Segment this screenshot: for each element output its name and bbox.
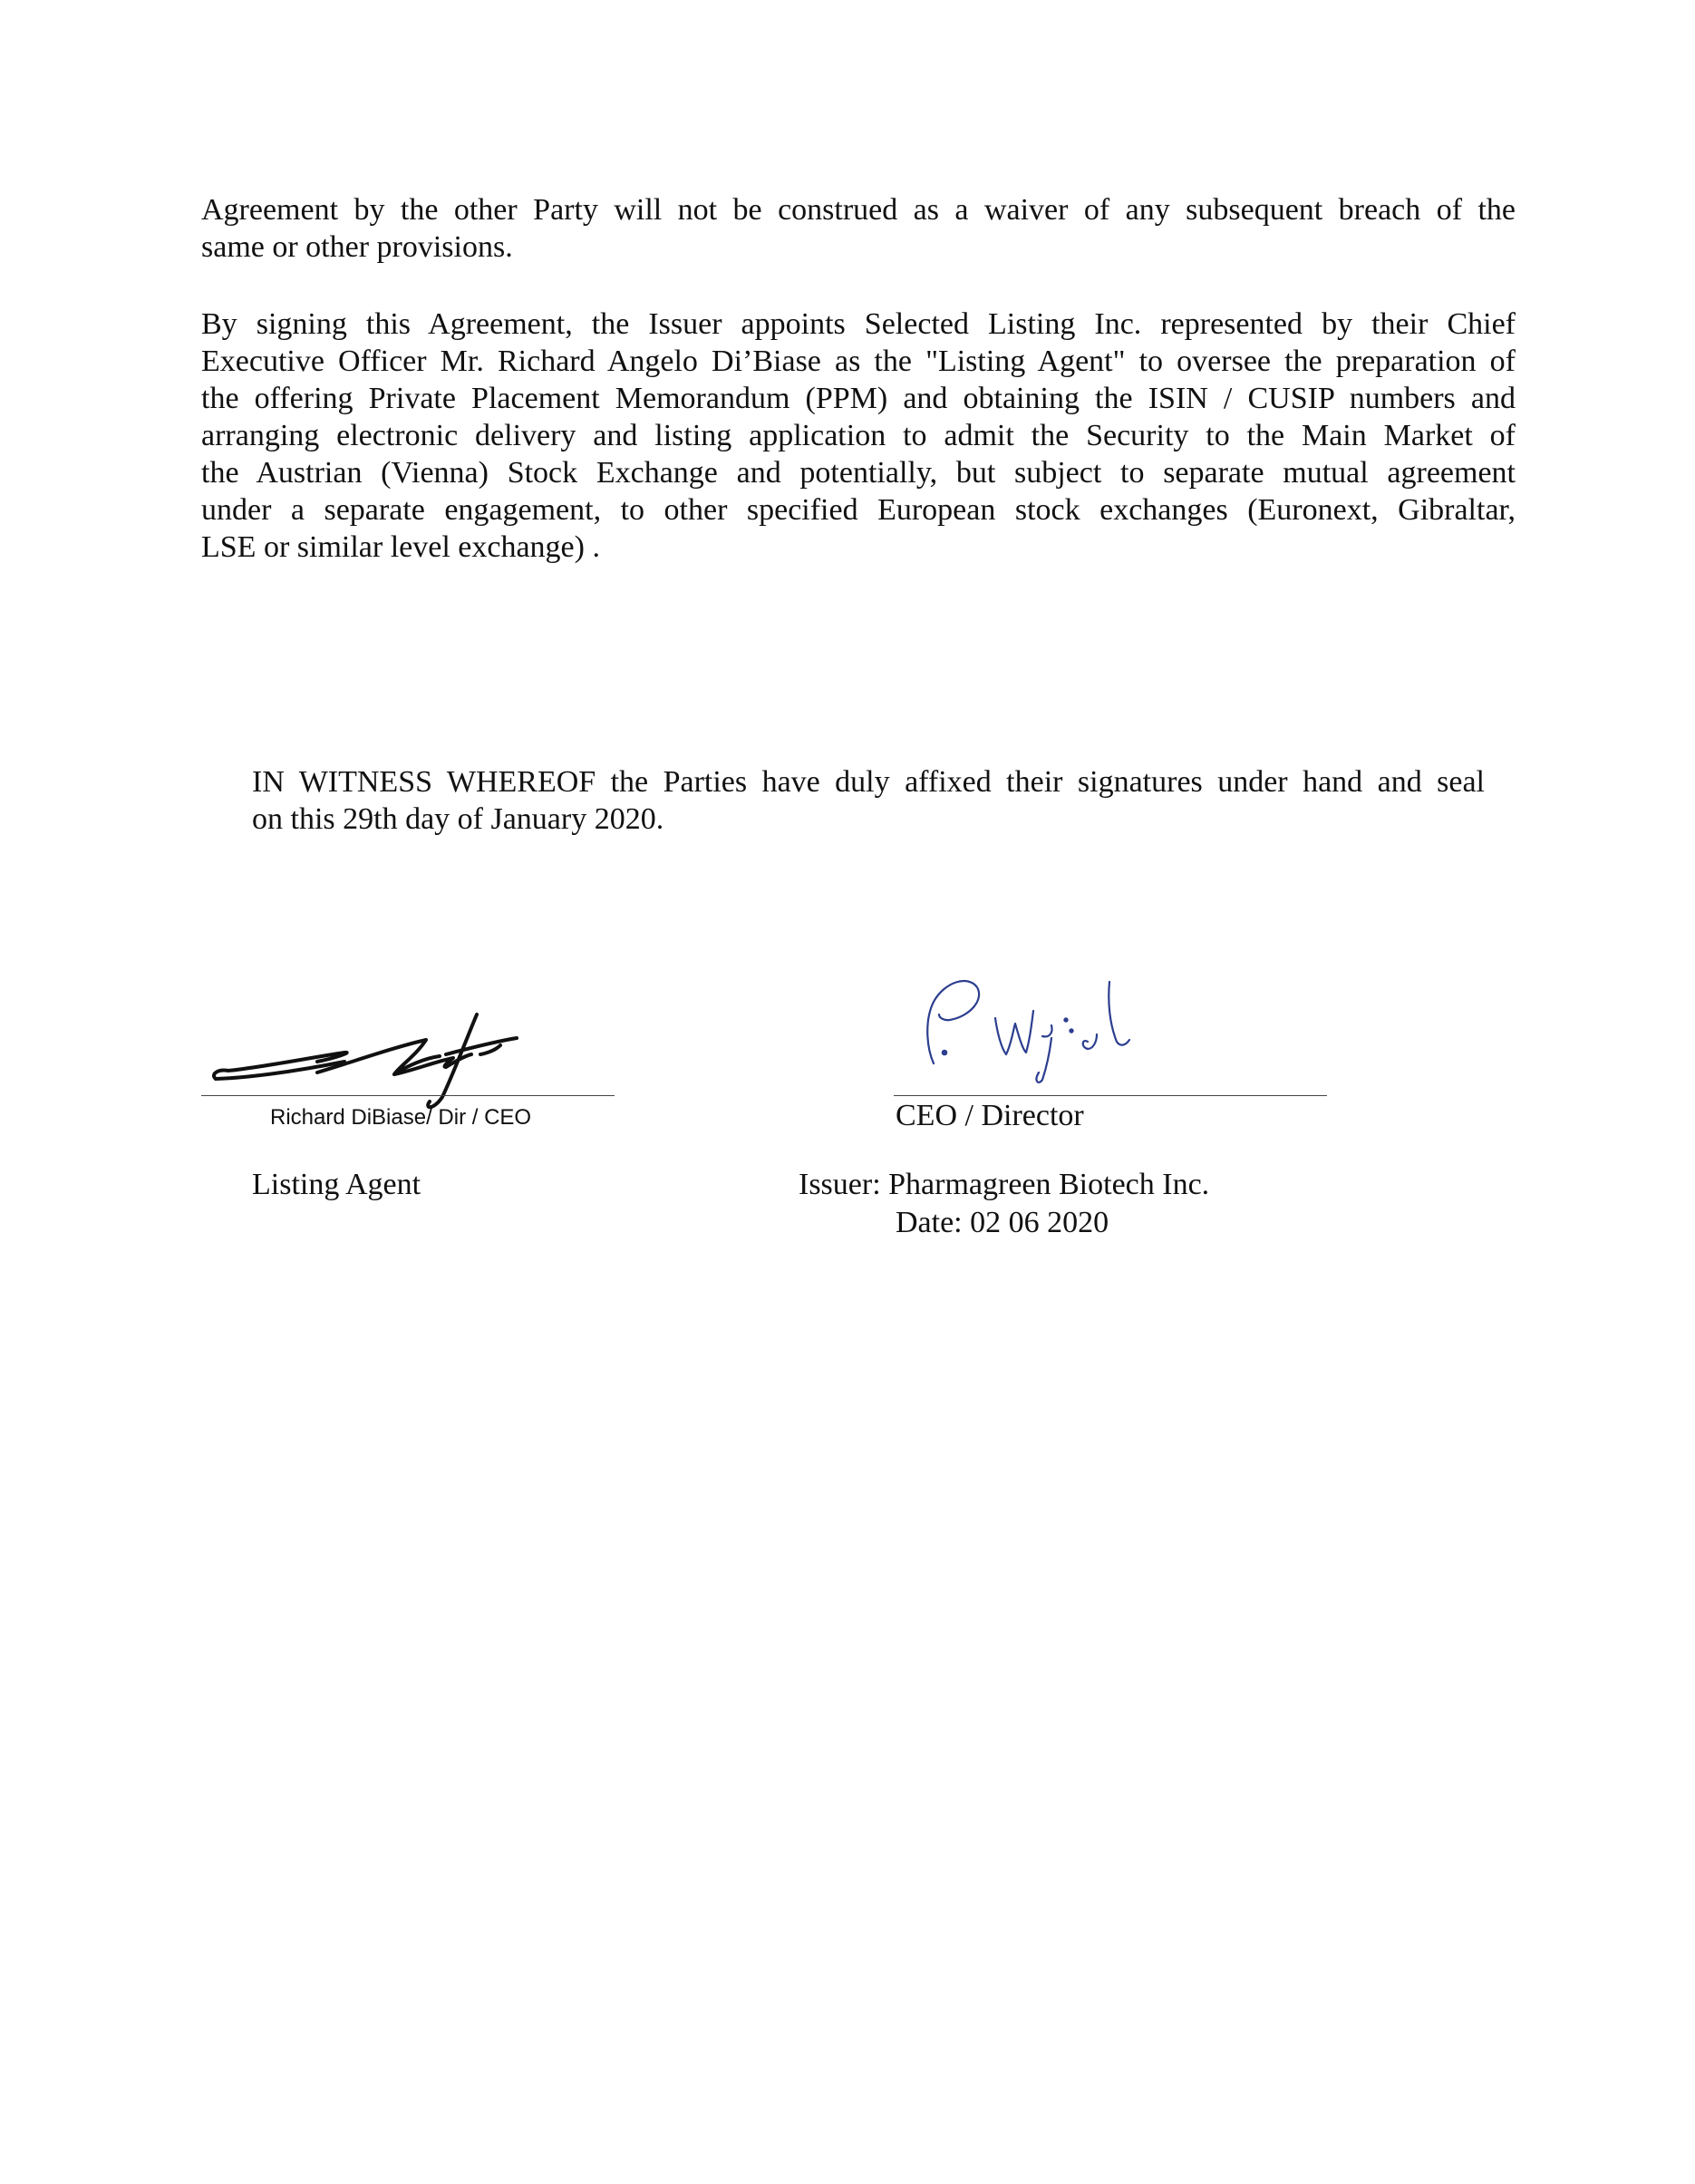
listing-agent-role: Listing Agent [252, 1168, 421, 1201]
text-line: IN WITNESS WHEREOF the Parties have duly affixed their signatures under hand and seal [252, 765, 1485, 799]
text-line: on this 29th day of January 2020. [252, 802, 664, 836]
text-line: Agreement by the other Party will not be construed as a waiver of any subsequent breach of the [201, 193, 1516, 227]
issuer-name: Issuer: Pharmagreen Biotech Inc. [799, 1168, 1210, 1201]
text-line: the offering Private Placement Memorandum (PPM) and obtaining the ISIN / CUSIP numbers and [201, 382, 1516, 415]
paragraph-appointment [201, 306, 1516, 566]
text-line: LSE or similar level exchange) . [201, 530, 600, 564]
paragraph-waiver [201, 191, 1516, 266]
text-line: arranging electronic delivery and listing application to admit the Security to the Main Market of [201, 419, 1516, 452]
text-line: under a separate engagement, to other specified European stock exchanges (Euronext, Gibraltar, [201, 493, 1516, 527]
text-line: By signing this Agreement, the Issuer appoints Selected Listing Inc. represented by their Chief [201, 307, 1516, 341]
text-line: Executive Officer Mr. Richard Angelo Di’Biase as the "Listing Agent" to oversee the preparation of [201, 345, 1516, 378]
listing-agent-signature-line [201, 1095, 615, 1096]
witness-clause [252, 763, 1485, 838]
listing-agent-signature [208, 1002, 553, 1115]
listing-agent-signer-name: Richard DiBiase/ Dir / CEO [270, 1105, 532, 1130]
issuer-signer-title: CEO / Director [896, 1099, 1084, 1132]
issuer-signature-date: Date: 02 06 2020 [896, 1206, 1109, 1239]
issuer-signature [906, 966, 1196, 1092]
issuer-signature-line [894, 1095, 1327, 1096]
text-line: same or other provisions. [201, 230, 513, 264]
text-line: the Austrian (Vienna) Stock Exchange and potentially, but subject to separate mutual agreement [201, 456, 1516, 490]
